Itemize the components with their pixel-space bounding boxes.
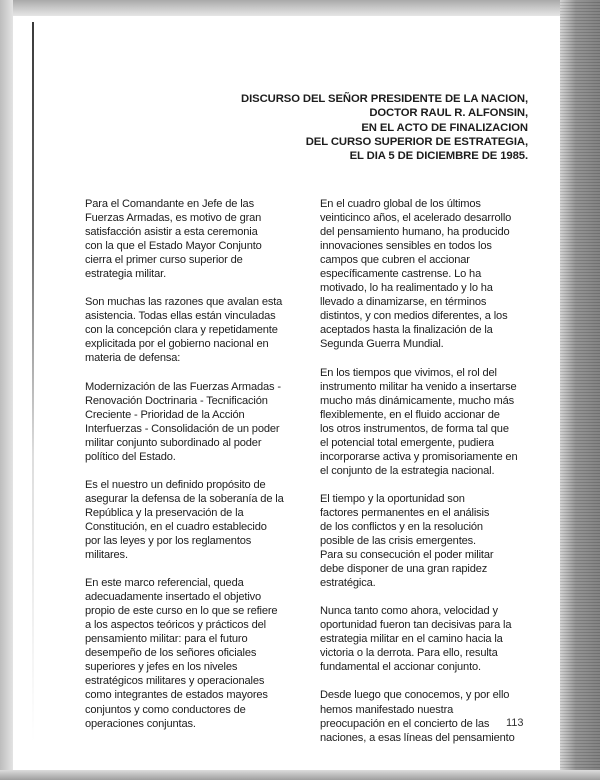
- text-line: a los aspectos teóricos y prácticos del: [85, 619, 266, 632]
- text-line: estrategia militar.: [85, 268, 167, 281]
- text-line: Para su consecución el poder militar: [320, 549, 494, 562]
- text-line: posible de las crisis emergentes.: [320, 535, 476, 548]
- paragraph: [320, 366, 542, 478]
- text-line: Nunca tanto como ahora, velocidad y: [320, 605, 498, 618]
- text-line: como integrantes de estados mayores: [85, 689, 268, 702]
- text-line: Interfuerzas - Consolidación de un poder: [85, 422, 280, 435]
- text-line: superiores y jefes en los niveles: [85, 661, 238, 674]
- page-number: 113: [506, 717, 524, 729]
- text-line: llevado a dinamizarse, en términos: [320, 296, 487, 309]
- paragraph: [85, 295, 311, 365]
- text-line: Es el nuestro un definido propósito de: [85, 478, 266, 491]
- left-column: [85, 197, 311, 745]
- text-line: estrategia militar en el camino hacia la: [320, 633, 503, 646]
- text-line: materia de defensa:: [85, 352, 181, 365]
- text-line: distintos, y con medios diferentes, a los: [320, 310, 508, 323]
- text-line: el potencial total emergente, pudiera: [320, 436, 494, 449]
- text-line: oportunidad fueron tan decisivas para la: [320, 619, 512, 632]
- text-line: los otros instrumentos, de forma tal que: [320, 422, 509, 435]
- text-line: Son muchas las razones que avalan esta: [85, 296, 283, 309]
- text-line: político del Estado.: [85, 450, 176, 463]
- text-line: propio de este curso en lo que se refiere: [85, 605, 278, 618]
- text-line: incorporarse activa y promisoriamente en: [320, 450, 518, 463]
- right-column: [320, 197, 542, 759]
- text-line: asegurar la defensa de la soberanía de la: [85, 492, 284, 505]
- text-line: preocupación en el concierto de las: [320, 717, 490, 730]
- text-line: veinticinco años, el acelerado desarrollo: [320, 212, 512, 225]
- text-line: El tiempo y la oportunidad son: [320, 492, 465, 505]
- text-line: En los tiempos que vivimos, el rol del: [320, 366, 497, 379]
- title-line: EN EL ACTO DE FINALIZACION: [361, 121, 528, 134]
- text-line: Segunda Guerra Mundial.: [320, 338, 444, 351]
- text-line: con la concepción clara y repetidamente: [85, 324, 278, 337]
- text-line: Fuerzas Armadas, es motivo de gran: [85, 212, 262, 225]
- text-line: factores permanentes en el análisis: [320, 506, 490, 519]
- text-line: pensamiento militar: para el futuro: [85, 633, 248, 646]
- text-line: estratégica.: [320, 577, 376, 590]
- text-line: desempeño de los señores oficiales: [85, 647, 257, 660]
- speech-title: [208, 92, 528, 163]
- text-line: aceptados hasta la finalización de la: [320, 324, 493, 337]
- text-line: Modernización de las Fuerzas Armadas -: [85, 380, 281, 393]
- text-line: el conjunto de la estrategia nacional.: [320, 464, 495, 477]
- text-line: por las leyes y por los reglamentos: [85, 534, 252, 547]
- title-line: DOCTOR RAUL R. ALFONSIN,: [369, 107, 528, 120]
- text-line: militar conjunto subordinado al poder: [85, 436, 262, 449]
- text-line: específicamente castrense. Lo ha: [320, 268, 482, 281]
- title-line: EL DIA 5 DE DICIEMBRE DE 1985.: [349, 150, 528, 163]
- text-line: motivado, lo ha realimentado y lo ha: [320, 282, 493, 295]
- scan-edge-top: [0, 0, 600, 16]
- text-line: debe disponer de una gran rapidez: [320, 563, 488, 576]
- text-line: instrumento militar ha venido a insertarse: [320, 380, 517, 393]
- paragraph: [320, 197, 542, 352]
- text-line: de los conflictos y en la resolución: [320, 520, 483, 533]
- text-line: asistencia. Todas ellas están vinculadas: [85, 310, 276, 323]
- page-crease: [32, 22, 34, 742]
- paragraph: [320, 492, 542, 590]
- text-line: En este marco referencial, queda: [85, 577, 244, 590]
- text-line: Desde luego que conocemos, y por ello: [320, 689, 510, 702]
- paragraph: [85, 576, 311, 731]
- text-line: del pensamiento humano, ha producido: [320, 226, 510, 239]
- text-line: conjuntos y como conductores de: [85, 703, 246, 716]
- text-line: Constitución, en el cuadro establecido: [85, 520, 267, 533]
- title-line: DEL CURSO SUPERIOR DE ESTRATEGIA,: [305, 135, 528, 148]
- text-line: Renovación Doctrinaria - Tecnificación: [85, 394, 268, 407]
- text-line: En el cuadro global de los últimos: [320, 198, 481, 210]
- text-line: fundamental el accionar conjunto.: [320, 661, 481, 674]
- scan-edge-bottom: [0, 770, 600, 780]
- text-line: con la que el Estado Mayor Conjunto: [85, 240, 262, 253]
- text-line: satisfacción asistir a esta ceremonia: [85, 226, 258, 239]
- scan-edge-right: [560, 0, 600, 780]
- text-line: hemos manifestado nuestra: [320, 703, 454, 716]
- paragraph: [320, 604, 542, 674]
- paragraph: [85, 478, 311, 562]
- text-line: adecuadamente insertado el objetivo: [85, 591, 262, 604]
- paragraph: [85, 380, 311, 464]
- scan-edge-left: [0, 0, 13, 780]
- text-line: estratégicos militares y operacionales: [85, 675, 265, 688]
- text-line: innovaciones sensibles en todos los: [320, 240, 492, 253]
- text-line: militares.: [85, 549, 128, 562]
- text-line: Para el Comandante en Jefe de las: [85, 198, 254, 210]
- text-line: flexiblemente, en el fluido accionar de: [320, 408, 500, 421]
- paragraph: [85, 197, 311, 281]
- text-line: Creciente - Prioridad de la Acción: [85, 408, 245, 421]
- text-line: mucho más dinámicamente, mucho más: [320, 394, 515, 407]
- text-line: cierra el primer curso superior de: [85, 254, 243, 267]
- text-line: victoria o la derrota. Para ello, resulta: [320, 647, 498, 660]
- title-line: DISCURSO DEL SEÑOR PRESIDENTE DE LA NACION,: [241, 93, 528, 105]
- text-line: campos que cubren el accionar: [320, 254, 470, 267]
- text-line: operaciones conjuntas.: [85, 717, 196, 730]
- text-line: explicitada por el gobierno nacional en: [85, 338, 269, 351]
- text-line: naciones, a esas líneas del pensamiento: [320, 731, 515, 744]
- text-line: República y la preservación de la: [85, 506, 244, 519]
